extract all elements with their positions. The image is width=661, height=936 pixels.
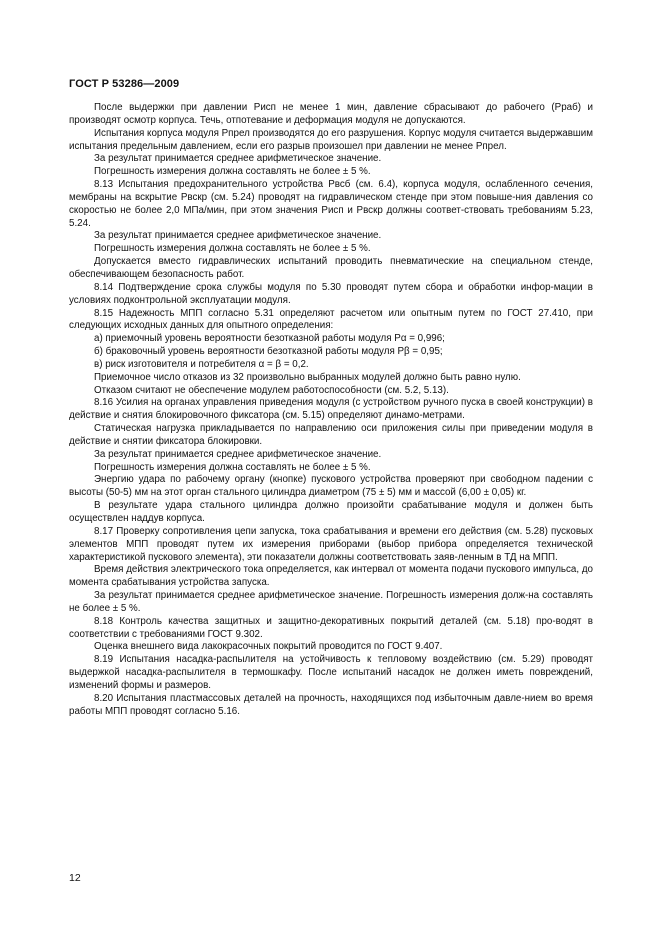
- paragraph: Допускается вместо гидравлических испытаний проводить пневматические на специальном стенде, обеспечивающем безопасность работ.: [69, 256, 593, 280]
- paragraph: 8.19 Испытания насадка-распылителя на устойчивость к тепловому воздействию (см. 5.29) проводят выдержкой насадка-распылителя в термошкафу. После испытаний насадок не должен иметь повреждений, изменений формы и размеров.: [69, 654, 593, 691]
- paragraph: Отказом считают не обеспечение модулем работоспособности (см. 5.2, 5.13).: [94, 384, 449, 396]
- paragraph: 8.20 Испытания пластмассовых деталей на прочность, находящихся под избыточным давле-нием во время работы МПП проводят согласно 5.16.: [69, 692, 593, 717]
- paragraph: За результат принимается среднее арифметическое значение.: [94, 448, 382, 460]
- paragraph: 8.15 Надежность МПП согласно 5.31 определяют расчетом или опытным путем по ГОСТ 27.410, при следующих исходных данных для опытного определения:: [69, 307, 593, 332]
- paragraph: Статическая нагрузка прикладывается по направлению оси приложения силы при приведении модуля в действие и снятии фиксатора блокировки.: [69, 423, 593, 447]
- paragraph: За результат принимается среднее арифметическое значение. Погрешность измерения долж-на составлять не более ± 5 %.: [69, 590, 593, 614]
- list-item: б) браковочный уровень вероятности безотказной работы модуля Pβ = 0,95;: [94, 346, 443, 358]
- paragraph: Погрешность измерения должна составлять не более ± 5 %.: [94, 166, 371, 178]
- paragraph: Приемочное число отказов из 32 произвольно выбранных модулей должно быть равно нулю.: [94, 371, 521, 383]
- paragraph: Испытания корпуса модуля Pпрел производятся до его разрушения. Корпус модуля считается выдержавшим испытания предельным давлением, если его разрыв произошел при давлении не менее Pпрел.: [69, 127, 593, 152]
- list-item: в) риск изготовителя и потребителя α = β = 0,2.: [94, 358, 309, 370]
- paragraph: Погрешность измерения должна составлять не более ± 5 %.: [94, 243, 371, 255]
- paragraph: За результат принимается среднее арифметическое значение.: [94, 153, 382, 165]
- paragraph: Погрешность измерения должна составлять не более ± 5 %.: [94, 461, 371, 473]
- paragraph: 8.18 Контроль качества защитных и защитно-декоративных покрытий деталей (см. 5.18) про-водят в соответствии с требованиями ГОСТ 9.302.: [69, 615, 593, 640]
- paragraph: 8.16 Усилия на органах управления приведения модуля (с устройством ручного пуска в своей конструкции) в действие и снятия блокировочного фиксатора (см. 5.15) определяют динамо-метрами.: [69, 397, 593, 422]
- document-body: [69, 102, 593, 719]
- paragraph: 8.13 Испытания предохранительного устройства Pвсб (см. 6.4), корпуса модуля, ослабленного сечения, мембраны на вскрытие Pвскр (см. 5.24) проводят на гидравлическом стенде при этом повыше-ния давления со скоростью не более 2,0 МПа/мин, при этом значения Pисп и Pвскр должны соответ-ствовать требованиям 5.23, 5.24.: [69, 179, 593, 229]
- paragraph: 8.14 Подтверждение срока службы модуля по 5.30 проводят путем сбора и обработки инфор-мации в условиях подконтрольной эксплуатации модуля.: [69, 281, 593, 306]
- page-number: 12: [69, 872, 81, 884]
- paragraph: После выдержки при давлении Pисп не менее 1 мин, давление сбрасывают до рабочего (Pраб) и производят осмотр корпуса. Течь, отпотевание и деформация модуля не допускаются.: [69, 102, 593, 126]
- paragraph: Энергию удара по рабочему органу (кнопке) пускового устройства проверяют при свободном падении с высоты (50-5) мм на этот орган стального цилиндра диаметром (75 ± 5) мм и массой (6,00 ± 0,05) кг.: [69, 474, 593, 499]
- paragraph: Оценка внешнего вида лакокрасочных покрытий проводится по ГОСТ 9.407.: [94, 641, 443, 653]
- paragraph: В результате удара стального цилиндра должно произойти срабатывание модуля и должен быть осуществлен наддув корпуса.: [69, 500, 593, 524]
- list-item: а) приемочный уровень вероятности безотказной работы модуля Pα = 0,996;: [94, 333, 445, 345]
- document-header: ГОСТ Р 53286—2009: [69, 78, 180, 90]
- paragraph: За результат принимается среднее арифметическое значение.: [94, 230, 382, 242]
- paragraph: 8.17 Проверку сопротивления цепи запуска, тока срабатывания и времени его действия (см. 5.28) пусковых элементов МПП проводят путем их измерения приборами (выбор прибора определяется технической характеристикой пускового элемента), эти показатели должны соответствовать заяв-ленным в ТД на МПП.: [69, 525, 593, 563]
- paragraph: Время действия электрического тока определяется, как интервал от момента подачи пускового импульса, до момента срабатывания устройства запуска.: [69, 564, 593, 589]
